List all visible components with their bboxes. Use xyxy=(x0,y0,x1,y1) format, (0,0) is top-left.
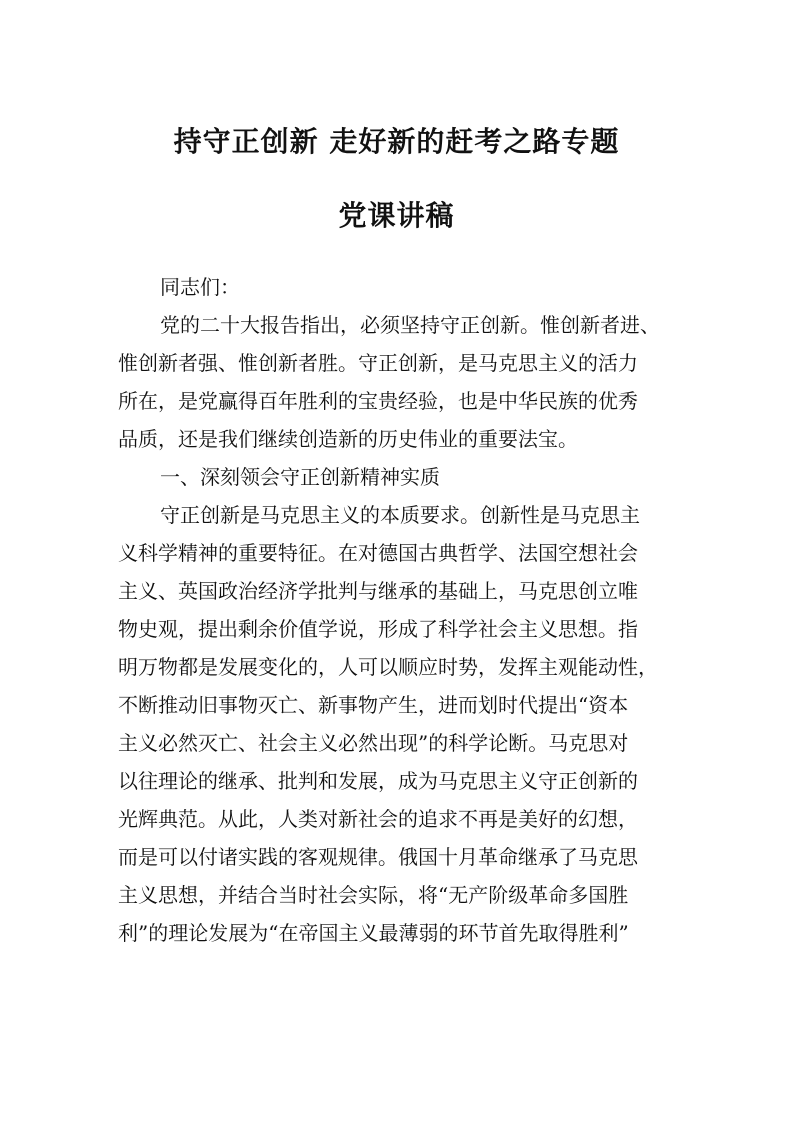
paragraph-2-line-3: 主义、英国政治经济学批判与继承的基础上，马克思创立唯 xyxy=(118,579,638,603)
paragraph-1-line-4: 品质，还是我们继续创造新的历史伟业的重要法宝。 xyxy=(118,427,578,451)
paragraph-1-line-3: 所在，是党赢得百年胜利的宝贵经验，也是中华民族的优秀 xyxy=(118,389,638,413)
section-heading-1: 一、深刻领会守正创新精神实质 xyxy=(160,465,440,489)
document-body xyxy=(118,268,678,952)
paragraph-2-line-9: 光辉典范。从此，人类对新社会的追求不再是美好的幻想， xyxy=(118,807,638,831)
paragraph-2-line-10: 而是可以付诸实践的客观规律。俄国十月革命继承了马克思 xyxy=(118,845,638,869)
paragraph-2-line-6: 不断推动旧事物灭亡、新事物产生，进而划时代提出“资本 xyxy=(118,693,629,717)
paragraph-2-line-1: 守正创新是马克思主义的本质要求。创新性是马克思主 xyxy=(160,503,640,527)
paragraph-2-line-5: 明万物都是发展变化的，人可以顺应时势，发挥主观能动性， xyxy=(118,655,658,679)
paragraph-1-line-1: 党的二十大报告指出，必须坚持守正创新。惟创新者进、 xyxy=(160,313,660,337)
paragraph-2-line-12: 利”的理论发展为“在帝国主义最薄弱的环节首先取得胜利” xyxy=(118,921,629,945)
paragraph-1-line-2: 惟创新者强、惟创新者胜。守正创新，是马克思主义的活力 xyxy=(118,351,638,375)
paragraph-2-line-2: 义科学精神的重要特征。在对德国古典哲学、法国空想社会 xyxy=(118,541,638,565)
document-title-line-1: 持守正创新 走好新的赶考之路专题 xyxy=(173,125,620,158)
document-title-line-2: 党课讲稿 xyxy=(338,199,455,232)
paragraph-2-line-11: 主义思想，并结合当时社会实际，将“无产阶级革命多国胜 xyxy=(118,883,629,907)
paragraph-2-line-4: 物史观，提出剩余价值学说，形成了科学社会主义思想。指 xyxy=(118,617,638,641)
paragraph-2-line-7: 主义必然灭亡、社会主义必然出现”的科学论断。马克思对 xyxy=(118,731,629,755)
paragraph-2-line-8: 以往理论的继承、批判和发展，成为马克思主义守正创新的 xyxy=(118,769,638,793)
salutation: 同志们： xyxy=(160,275,240,299)
